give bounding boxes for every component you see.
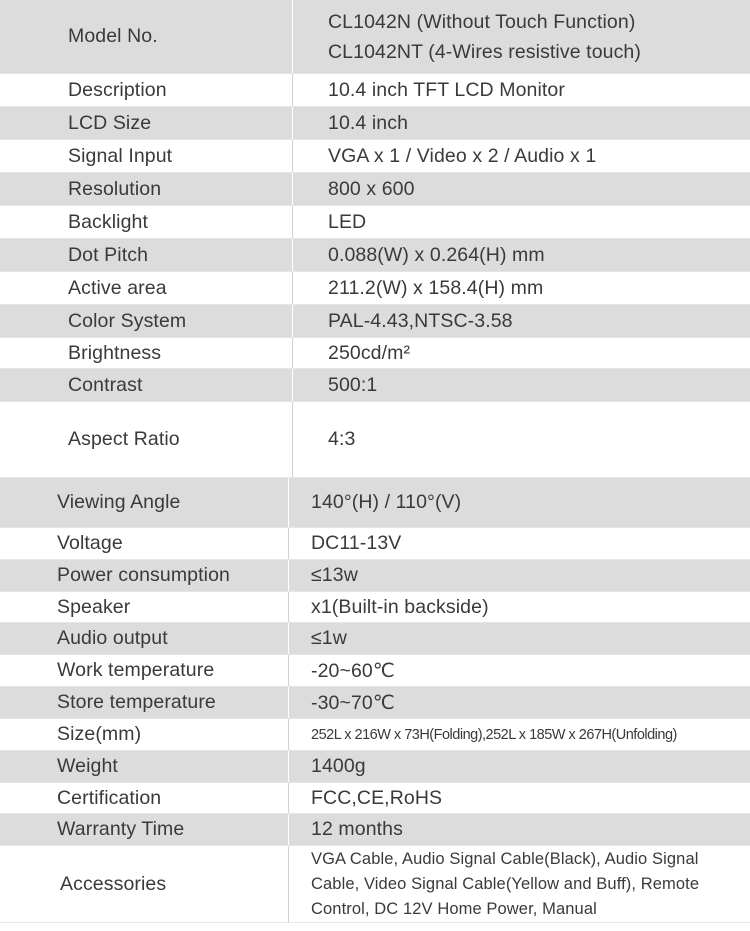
value-backlight: LED <box>328 210 367 233</box>
column-divider <box>288 592 289 622</box>
value-aspect-ratio: 4:3 <box>328 428 356 450</box>
row-backlight <box>0 206 750 239</box>
row-certification <box>0 783 750 814</box>
label-power-consumption: Power consumption <box>57 564 230 586</box>
label-accessories: Accessories <box>60 872 167 895</box>
column-divider <box>288 623 289 654</box>
accessories-line-2: Cable, Video Signal Cable(Yellow and Buff), Remote <box>311 874 700 893</box>
row-color-system <box>0 305 750 338</box>
row-description <box>0 74 750 107</box>
row-viewing-angle <box>0 478 750 528</box>
value-contrast: 500:1 <box>328 373 378 396</box>
column-divider <box>288 783 289 813</box>
value-description: 10.4 inch TFT LCD Monitor <box>328 78 565 101</box>
row-power-consumption <box>0 560 750 592</box>
row-warranty-time <box>0 814 750 846</box>
row-brightness <box>0 338 750 369</box>
row-lcd-size <box>0 107 750 140</box>
label-dot-pitch: Dot Pitch <box>68 243 149 266</box>
value-size: 252L x 216W x 73H(Folding),252L x 185W x 267H(Unfolding) <box>311 726 677 743</box>
model-line-1: CL1042N (Without Touch Function) <box>328 10 636 33</box>
row-audio-output <box>0 623 750 655</box>
label-size: Size(mm) <box>57 723 142 745</box>
row-voltage <box>0 528 750 560</box>
label-model-no: Model No. <box>68 25 158 47</box>
label-description: Description <box>68 78 167 101</box>
label-speaker: Speaker <box>57 595 131 618</box>
column-divider <box>288 751 289 782</box>
value-accessories <box>311 846 744 922</box>
label-weight: Weight <box>57 755 118 777</box>
row-contrast <box>0 369 750 402</box>
column-divider <box>288 528 289 559</box>
label-lcd-size: LCD Size <box>68 111 152 134</box>
label-color-system: Color System <box>68 309 187 332</box>
value-work-temperature: -20~60℃ <box>311 659 395 682</box>
label-viewing-angle: Viewing Angle <box>57 491 181 513</box>
column-divider <box>288 814 289 845</box>
value-lcd-size: 10.4 inch <box>328 111 409 134</box>
accessories-line-3: Control, DC 12V Home Power, Manual <box>311 899 597 918</box>
value-power-consumption: ≤13w <box>311 564 358 586</box>
model-line-2: CL1042NT (4-Wires resistive touch) <box>328 40 641 63</box>
column-divider <box>288 478 289 527</box>
row-model-no <box>0 0 750 74</box>
label-resolution: Resolution <box>68 177 162 200</box>
column-divider <box>288 846 289 922</box>
row-dot-pitch <box>0 239 750 272</box>
label-voltage: Voltage <box>57 532 123 554</box>
column-divider <box>288 655 289 686</box>
label-store-temperature: Store temperature <box>57 691 216 713</box>
label-work-temperature: Work temperature <box>57 659 215 681</box>
row-accessories <box>0 846 750 923</box>
label-warranty-time: Warranty Time <box>57 818 185 840</box>
value-active-area: 211.2(W) x 158.4(H) mm <box>328 276 544 299</box>
value-color-system: PAL-4.43,NTSC-3.58 <box>328 309 513 332</box>
value-store-temperature: -30~70℃ <box>311 691 395 714</box>
value-voltage: DC11-13V <box>311 532 402 554</box>
row-work-temperature <box>0 655 750 687</box>
label-active-area: Active area <box>68 276 167 299</box>
accessories-line-1: VGA Cable, Audio Signal Cable(Black), Audio Signal <box>311 849 699 868</box>
value-brightness: 250cd/m² <box>328 341 411 364</box>
value-resolution: 800 x 600 <box>328 177 415 200</box>
value-warranty-time: 12 months <box>311 818 403 840</box>
row-size <box>0 719 750 751</box>
column-divider <box>288 687 289 718</box>
label-aspect-ratio: Aspect Ratio <box>68 428 180 450</box>
row-active-area <box>0 272 750 305</box>
row-resolution <box>0 173 750 206</box>
value-viewing-angle: 140°(H) / 110°(V) <box>311 491 462 513</box>
value-signal-input: VGA x 1 / Video x 2 / Audio x 1 <box>328 144 597 167</box>
value-speaker: x1(Built-in backside) <box>311 595 489 618</box>
row-aspect-ratio <box>0 402 750 478</box>
label-contrast: Contrast <box>68 373 143 396</box>
label-audio-output: Audio output <box>57 627 168 649</box>
label-signal-input: Signal Input <box>68 144 173 167</box>
value-certification: FCC,CE,RoHS <box>311 786 443 809</box>
label-brightness: Brightness <box>68 341 162 364</box>
row-weight <box>0 751 750 783</box>
row-signal-input <box>0 140 750 173</box>
value-model-no <box>328 0 744 73</box>
value-weight: 1400g <box>311 755 366 777</box>
value-dot-pitch: 0.088(W) x 0.264(H) mm <box>328 243 545 266</box>
row-store-temperature <box>0 687 750 719</box>
column-divider <box>288 560 289 591</box>
label-backlight: Backlight <box>68 210 149 233</box>
label-certification: Certification <box>57 786 162 809</box>
column-divider <box>288 719 289 750</box>
row-speaker <box>0 592 750 623</box>
value-audio-output: ≤1w <box>311 627 347 649</box>
